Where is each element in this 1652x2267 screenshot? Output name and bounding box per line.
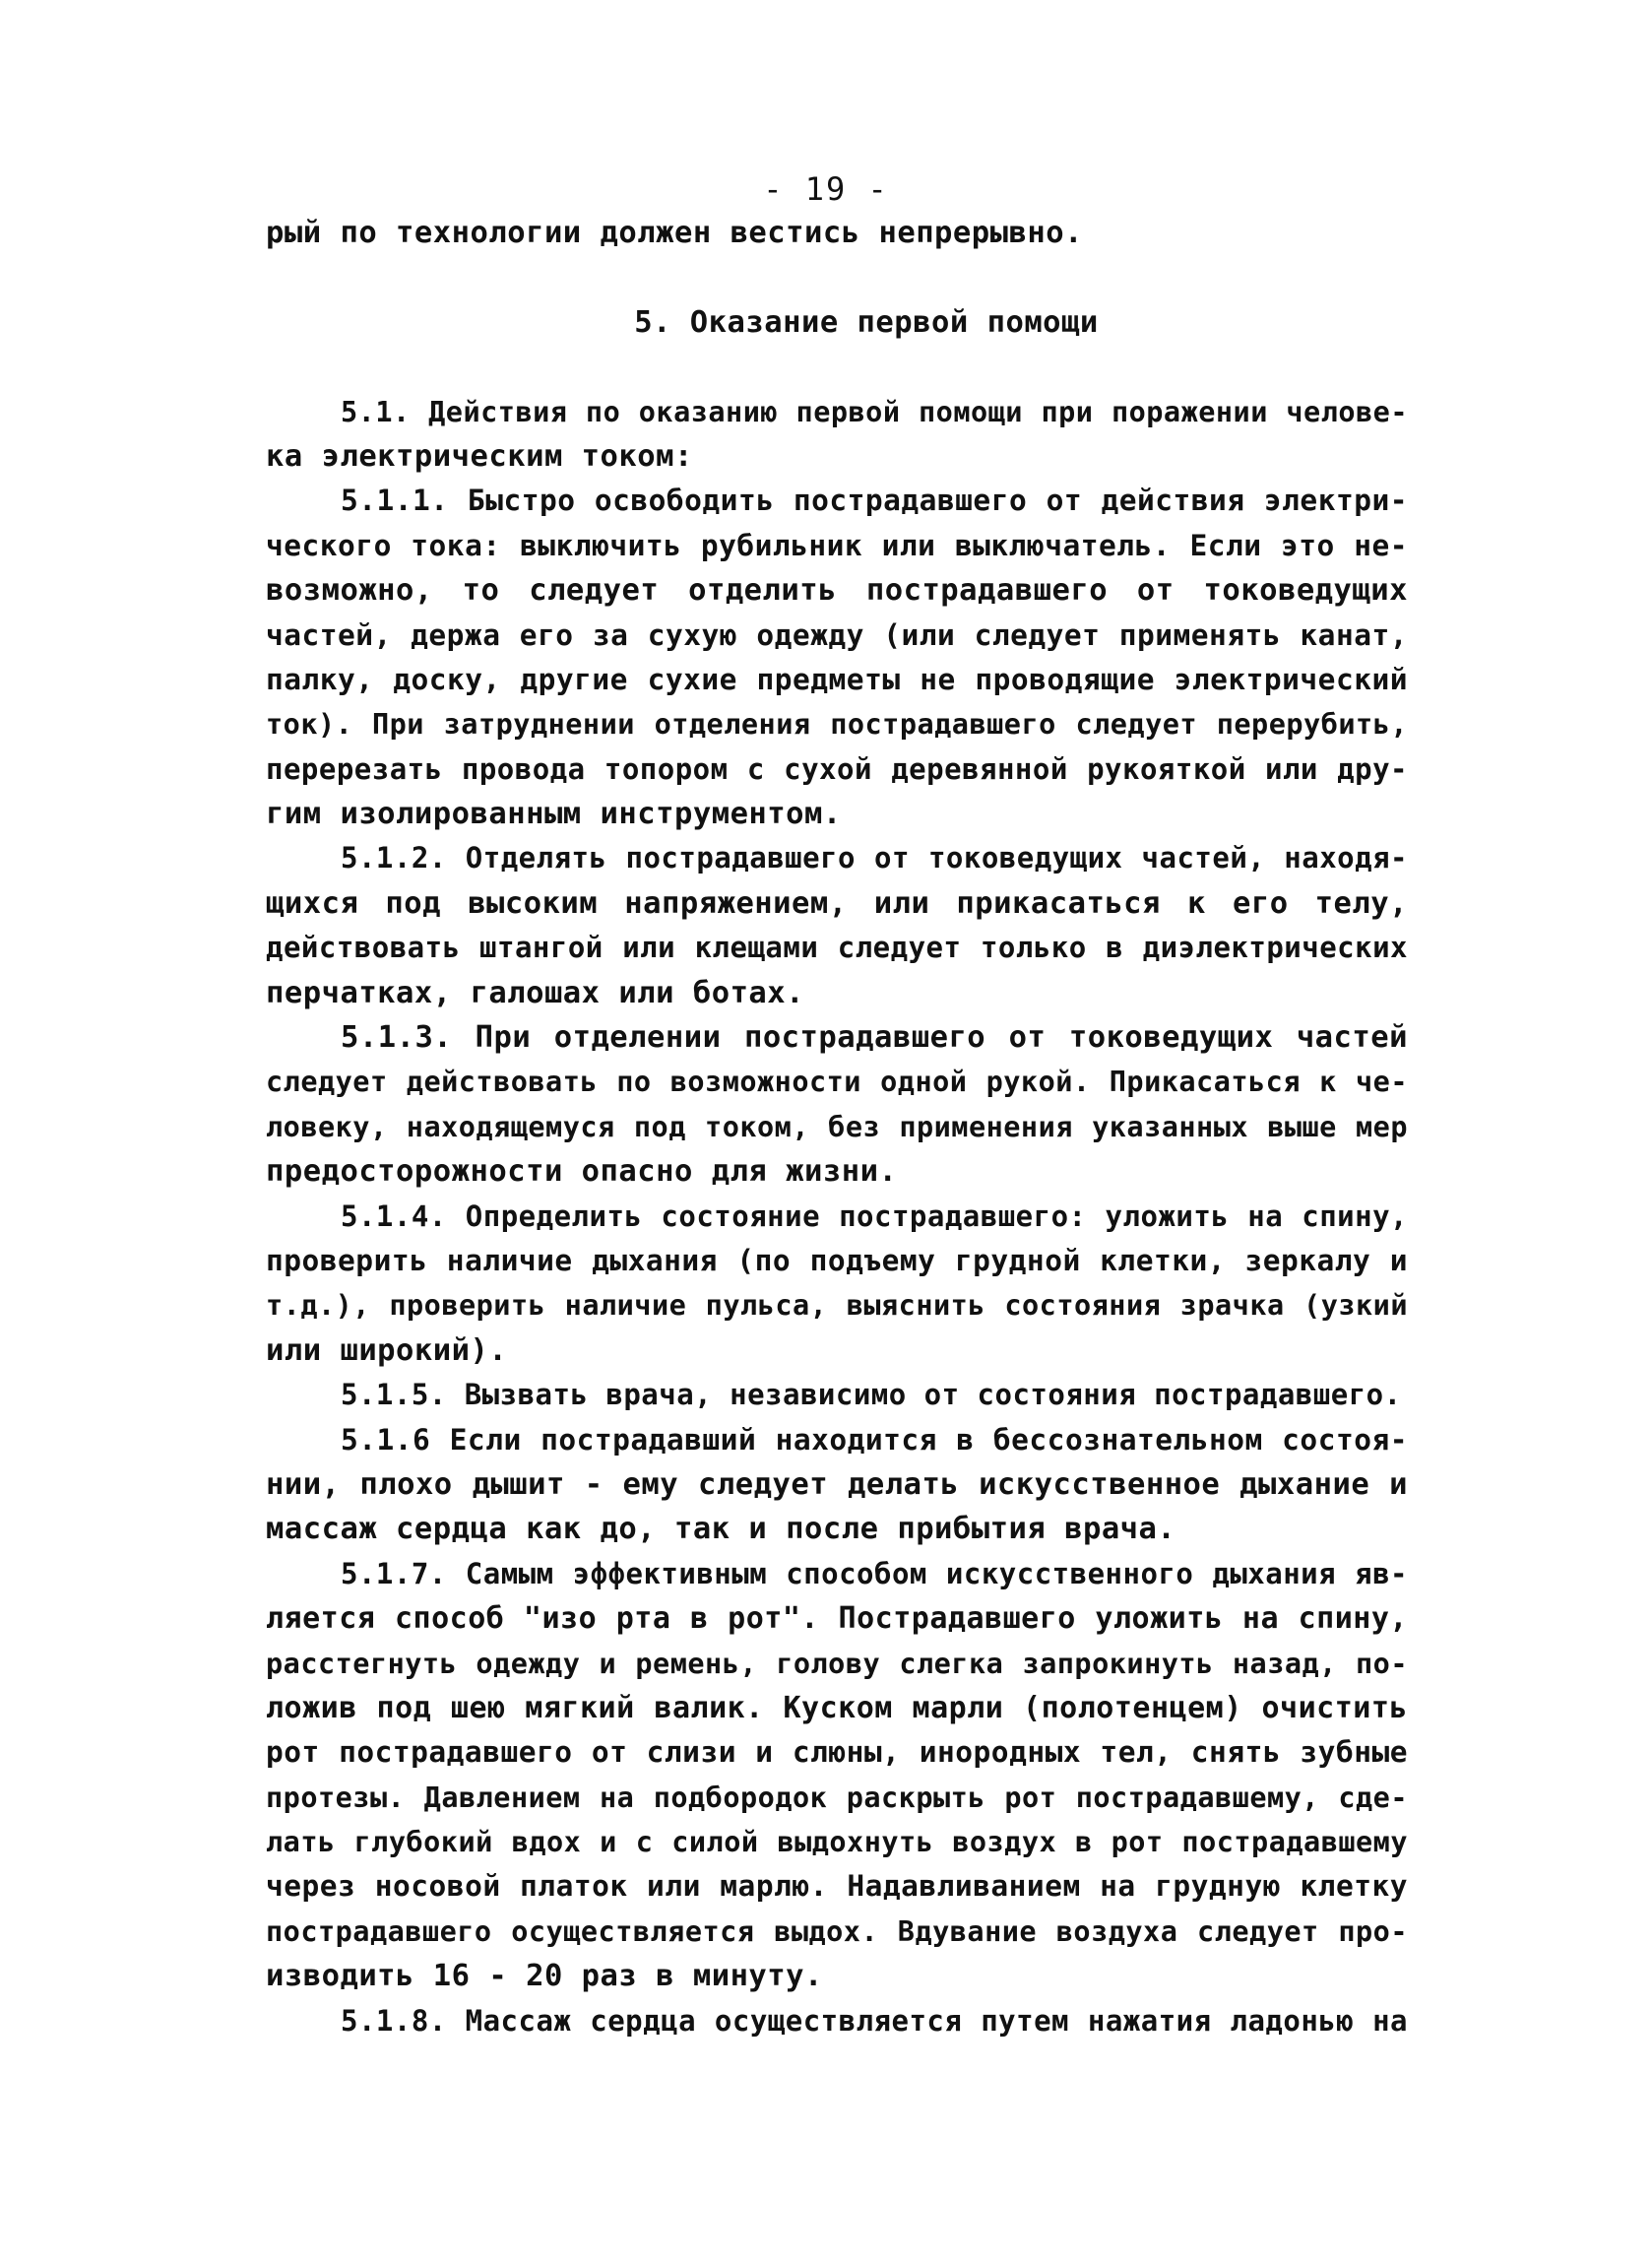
- blank-line: [266, 255, 1408, 299]
- text-line: рот пострадавшего от слизи и слюны, инородных тел, снять зубные: [266, 1735, 1408, 1770]
- blank-line: [266, 345, 1408, 389]
- paragraph-first-line: 5.1.4. Определить состояние пострадавшего: уложить на спину,: [341, 1198, 1408, 1233]
- text-line: массаж сердца как до, так и после прибытия врача.: [266, 1512, 1176, 1547]
- text-line: действовать штангой или клещами следует только в диэлектрических: [266, 931, 1408, 965]
- text-line: ловеку, находящемуся под током, без применения указанных выше мер: [266, 1110, 1408, 1143]
- paragraph-first-line: 5.1.7. Самым эффективным способом искусственного дыхания яв-: [341, 1556, 1408, 1590]
- text-line: ческого тока: выключить рубильник или выключатель. Если это не-: [266, 528, 1408, 562]
- paragraph-first-line: 5.1.8. Массаж сердца осуществляется путем нажатия ладонью на: [341, 2003, 1408, 2038]
- text-line: лать глубокий вдох и с силой выдохнуть воздух в рот пострадавшему: [266, 1826, 1408, 1859]
- document-body: [266, 211, 1408, 2043]
- paragraph-first-line: 5.1.1. Быстро освободить пострадавшего от действия электри-: [341, 484, 1408, 518]
- text-line: рый по технологии должен вестись непрерывно.: [266, 216, 1083, 250]
- paragraph-first-line: 5.1.5. Вызвать врача, независимо от состояния пострадавшего.: [341, 1378, 1402, 1412]
- paragraph-first-line: 5.1.2. Отделять пострадавшего от токоведущих частей, находя-: [341, 841, 1408, 875]
- text-line: т.д.), проверить наличие пульса, выяснить состояния зрачка (узкий: [266, 1289, 1408, 1323]
- text-line: возможно, то следует отделить пострадавшего от токоведущих: [266, 573, 1408, 609]
- text-line: гим изолированным инструментом.: [266, 797, 842, 832]
- text-line: проверить наличие дыхания (по подъему грудной клетки, зеркалу и: [266, 1243, 1408, 1277]
- text-line: изводить 16 - 20 раз в минуту.: [266, 1959, 823, 1994]
- text-line: протезы. Давлением на подбородок раскрыть рот пострадавшему, сде-: [266, 1781, 1408, 1814]
- text-line: перчатках, галошах или ботах.: [266, 975, 805, 1010]
- text-line: предосторожности опасно для жизни.: [266, 1154, 898, 1190]
- paragraph-first-line: 5.1.6 Если пострадавший находится в бессознательном состоя-: [341, 1422, 1408, 1457]
- text-line: ложив под шею мягкий валик. Куском марли (полотенцем) очистить: [266, 1690, 1408, 1725]
- page-number: - 19 -: [763, 170, 889, 208]
- paragraph-first-line: 5.1.3. При отделении пострадавшего от токоведущих частей: [341, 1020, 1408, 1056]
- text-line: нии, плохо дышит - ему следует делать искусственное дыхание и: [266, 1466, 1408, 1502]
- text-line: палку, доску, другие сухие предметы не проводящие электрический: [266, 662, 1408, 696]
- text-line: ка электрическим током:: [266, 438, 693, 474]
- text-line: частей, держа его за сухую одежду (или следует применять канат,: [266, 617, 1408, 652]
- text-line: перерезать провода топором с сухой деревянной рукояткой или дру-: [266, 751, 1408, 786]
- text-line: следует действовать по возможности одной рукой. Прикасаться к че-: [266, 1066, 1408, 1099]
- text-line: пострадавшего осуществляется выдох. Вдувание воздуха следует про-: [266, 1914, 1408, 1948]
- section-heading: 5. Оказание первой помощи: [634, 304, 1099, 340]
- text-line: ток). При затруднении отделения пострадавшего следует перерубить,: [266, 708, 1408, 742]
- text-line: через носовой платок или марлю. Надавливанием на грудную клетку: [266, 1869, 1408, 1904]
- text-line: ляется способ "изо рта в рот". Пострадавшего уложить на спину,: [266, 1601, 1408, 1637]
- text-line: или широкий).: [266, 1332, 508, 1368]
- paragraph-first-line: 5.1. Действия по оказанию первой помощи при поражении челове-: [341, 395, 1408, 428]
- text-line: щихся под высоким напряжением, или прикасаться к его телу,: [266, 885, 1408, 921]
- text-line: расстегнуть одежду и ремень, голову слегка запрокинуть назад, по-: [266, 1647, 1408, 1680]
